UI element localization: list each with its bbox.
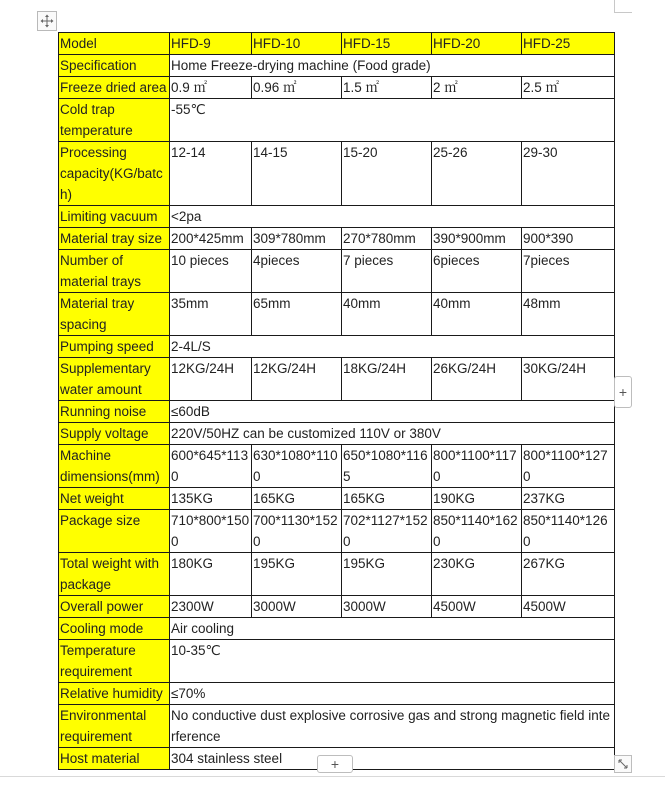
table-cell[interactable]: 7pieces <box>522 250 615 293</box>
table-cell[interactable]: 900*390 <box>522 228 615 250</box>
row-label-cell[interactable]: Package size <box>59 510 170 553</box>
table-cell[interactable]: 700*1130*1520 <box>252 510 342 553</box>
row-label-cell[interactable]: Relative humidity <box>59 683 170 705</box>
table-cell[interactable]: 48mm <box>522 293 615 336</box>
table-cell[interactable]: 650*1080*1165 <box>342 445 432 488</box>
table-cell[interactable]: 230KG <box>432 553 522 596</box>
table-cell[interactable]: 195KG <box>342 553 432 596</box>
row-label-cell[interactable]: Number of material trays <box>59 250 170 293</box>
table-row <box>59 401 615 423</box>
table-cell[interactable]: 3000W <box>342 596 432 618</box>
table-row <box>59 55 615 77</box>
header-cell-hfd-20[interactable]: HFD-20 <box>432 33 522 55</box>
row-label-cell[interactable]: Processing capacity(KG/batch) <box>59 142 170 206</box>
row-label-cell[interactable]: Specification <box>59 55 170 77</box>
page-bottom-rule <box>0 776 665 777</box>
table-cell[interactable]: 630*1080*1100 <box>252 445 342 488</box>
move-icon <box>40 14 54 28</box>
table-row <box>59 488 615 510</box>
table-cell[interactable]: 40mm <box>432 293 522 336</box>
table-cell-merged[interactable]: No conductive dust explosive corrosive gas and strong magnetic field interference <box>170 705 615 748</box>
table-cell[interactable]: 600*645*1130 <box>170 445 252 488</box>
table-cell-merged[interactable]: 2-4L/S <box>170 336 615 358</box>
table-cell[interactable]: 267KG <box>522 553 615 596</box>
table-cell-merged[interactable]: 304 stainless steel <box>170 748 615 770</box>
header-cell-model[interactable]: Model <box>59 33 170 55</box>
table-header-row <box>59 33 615 55</box>
header-cell-hfd-15[interactable]: HFD-15 <box>342 33 432 55</box>
table-move-handle[interactable] <box>37 11 57 31</box>
table-cell[interactable]: 0.9 ㎡ <box>170 77 252 99</box>
row-label-cell[interactable]: Supply voltage <box>59 423 170 445</box>
table-cell[interactable]: 309*780mm <box>252 228 342 250</box>
table-cell[interactable]: 12KG/24H <box>170 358 252 401</box>
row-label-cell[interactable]: Overall power <box>59 596 170 618</box>
table-cell[interactable]: 25-26 <box>432 142 522 206</box>
table-cell[interactable]: 195KG <box>252 553 342 596</box>
table-row <box>59 553 615 596</box>
table-row <box>59 423 615 445</box>
table-cell[interactable]: 135KG <box>170 488 252 510</box>
row-label-cell[interactable]: Limiting vacuum <box>59 206 170 228</box>
row-label-cell[interactable]: Total weight with package <box>59 553 170 596</box>
table-row <box>59 510 615 553</box>
table-cell[interactable]: 3000W <box>252 596 342 618</box>
table-cell[interactable]: 29-30 <box>522 142 615 206</box>
table-cell[interactable]: 165KG <box>252 488 342 510</box>
add-row-button[interactable] <box>317 755 353 773</box>
row-label-cell[interactable]: Cold trap temperature <box>59 99 170 142</box>
table-cell[interactable]: 2.5 ㎡ <box>522 77 615 99</box>
table-cell[interactable]: 12KG/24H <box>252 358 342 401</box>
row-label-cell[interactable]: Freeze dried area <box>59 77 170 99</box>
table-row <box>59 683 615 705</box>
table-row <box>59 618 615 640</box>
table-cell[interactable]: 14-15 <box>252 142 342 206</box>
table-cell[interactable]: 1.5 ㎡ <box>342 77 432 99</box>
row-label-cell[interactable]: Material tray spacing <box>59 293 170 336</box>
table-row <box>59 142 615 206</box>
table-cell[interactable]: 18KG/24H <box>342 358 432 401</box>
add-column-button[interactable] <box>614 376 632 408</box>
table-row <box>59 77 615 99</box>
table-cell[interactable]: 26KG/24H <box>432 358 522 401</box>
table-row <box>59 596 615 618</box>
table-row <box>59 293 615 336</box>
table-cell[interactable]: 800*1100*1170 <box>432 445 522 488</box>
plus-icon: + <box>618 384 628 400</box>
table-cell-merged[interactable]: 10-35℃ <box>170 640 615 683</box>
table-cell[interactable]: 4500W <box>432 596 522 618</box>
table-cell[interactable]: 65mm <box>252 293 342 336</box>
table-row <box>59 705 615 748</box>
table-row <box>59 336 615 358</box>
table-cell-merged[interactable]: Home Freeze-drying machine (Food grade) <box>170 55 615 77</box>
header-cell-hfd-10[interactable]: HFD-10 <box>252 33 342 55</box>
table-cell[interactable]: 800*1100*1270 <box>522 445 615 488</box>
table-cell[interactable]: 702*1127*1520 <box>342 510 432 553</box>
plus-icon: + <box>330 756 340 772</box>
table-cell[interactable]: 165KG <box>342 488 432 510</box>
table-cell[interactable]: 30KG/24H <box>522 358 615 401</box>
page-margin-guide <box>614 0 615 12</box>
table-cell[interactable]: 850*1140*1260 <box>522 510 615 553</box>
table-cell[interactable]: 40mm <box>342 293 432 336</box>
table-cell[interactable]: 12-14 <box>170 142 252 206</box>
table-cell[interactable]: 2 ㎡ <box>432 77 522 99</box>
table-cell[interactable]: 710*800*1500 <box>170 510 252 553</box>
table-resize-handle[interactable] <box>614 755 632 773</box>
table-cell[interactable]: 35mm <box>170 293 252 336</box>
table-row <box>59 358 615 401</box>
table-cell[interactable]: 4pieces <box>252 250 342 293</box>
table-cell-merged[interactable]: -55℃ <box>170 99 615 142</box>
row-label-cell[interactable]: Machine dimensions(mm) <box>59 445 170 488</box>
table-row <box>59 99 615 142</box>
table-cell[interactable]: 180KG <box>170 553 252 596</box>
table-cell[interactable]: 10 pieces <box>170 250 252 293</box>
table-row <box>59 445 615 488</box>
table-cell-merged[interactable]: <2pa <box>170 206 615 228</box>
table-cell[interactable]: 200*425mm <box>170 228 252 250</box>
table-cell[interactable]: 0.96 ㎡ <box>252 77 342 99</box>
resize-icon <box>617 758 629 770</box>
table-cell[interactable]: 237KG <box>522 488 615 510</box>
table-cell[interactable]: 850*1140*1620 <box>432 510 522 553</box>
table-cell[interactable]: 15-20 <box>342 142 432 206</box>
table-cell[interactable]: 270*780mm <box>342 228 432 250</box>
table-row <box>59 206 615 228</box>
table-cell-merged[interactable]: ≤60dB <box>170 401 615 423</box>
row-label-cell[interactable]: Running noise <box>59 401 170 423</box>
table-cell[interactable]: 2300W <box>170 596 252 618</box>
table-row <box>59 228 615 250</box>
page-margin-guide <box>614 12 632 13</box>
row-label-cell[interactable]: Supplementary water amount <box>59 358 170 401</box>
row-label-cell[interactable]: Pumping speed <box>59 336 170 358</box>
row-label-cell[interactable]: Host material <box>59 748 170 770</box>
table-row <box>59 250 615 293</box>
table-cell-merged[interactable]: 220V/50HZ can be customized 110V or 380V <box>170 423 615 445</box>
header-cell-hfd-9[interactable]: HFD-9 <box>170 33 252 55</box>
specification-table <box>58 32 615 770</box>
table-row <box>59 640 615 683</box>
row-label-cell[interactable]: Material tray size <box>59 228 170 250</box>
table-cell[interactable]: 6pieces <box>432 250 522 293</box>
table-cell-merged[interactable]: Air cooling <box>170 618 615 640</box>
table-cell[interactable]: 7 pieces <box>342 250 432 293</box>
table-cell[interactable]: 390*900mm <box>432 228 522 250</box>
row-label-cell[interactable]: Environmental requirement <box>59 705 170 748</box>
row-label-cell[interactable]: Temperature requirement <box>59 640 170 683</box>
table-cell[interactable]: 190KG <box>432 488 522 510</box>
table-cell-merged[interactable]: ≤70% <box>170 683 615 705</box>
table-cell[interactable]: 4500W <box>522 596 615 618</box>
row-label-cell[interactable]: Net weight <box>59 488 170 510</box>
row-label-cell[interactable]: Cooling mode <box>59 618 170 640</box>
header-cell-hfd-25[interactable]: HFD-25 <box>522 33 615 55</box>
